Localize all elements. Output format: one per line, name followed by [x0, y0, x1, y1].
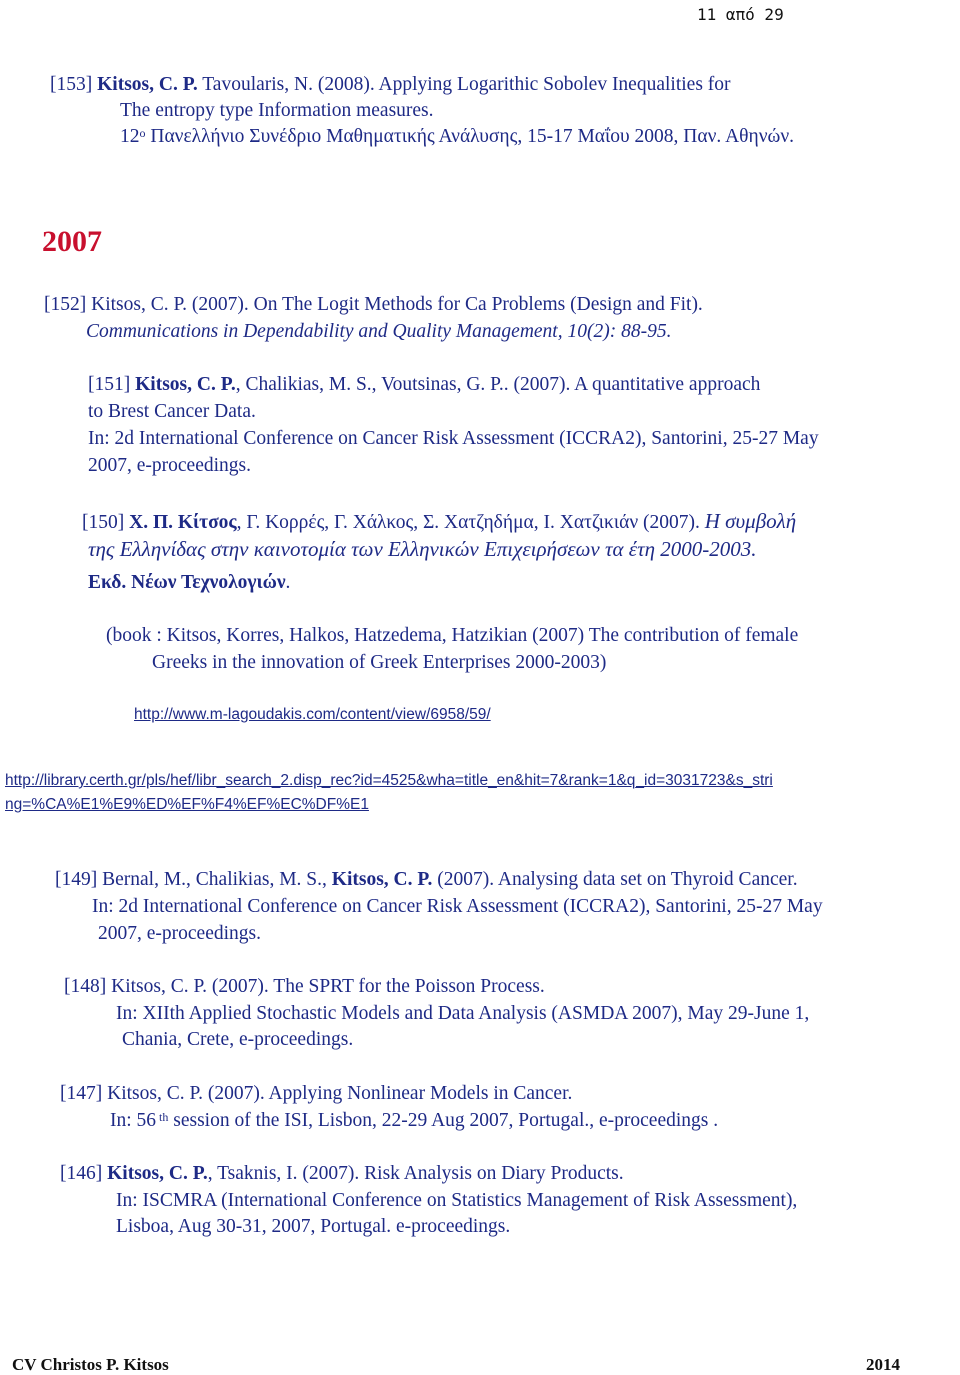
footer-name: CV Christos P. Kitsos [12, 1355, 169, 1374]
ref-151-line3: In: 2d International Conference on Cancer Risk Assessment (ICCRA2), Santorini, 25-27 May [88, 428, 819, 449]
ref-146-line3: Lisboa, Aug 30-31, 2007, Portugal. e-proceedings. [116, 1216, 511, 1237]
ref-148-line3: Chania, Crete, e-proceedings. [122, 1029, 354, 1050]
link-certh-line1[interactable]: http://library.certh.gr/pls/hef/libr_search_2.disp_rec?id=4525&wha=title_en&hit=7&rank=1&q_id=3031723&s_stri [5, 772, 773, 789]
ref-146-line2: In: ISCMRA (International Conference on Statistics Management of Risk Assessment), [116, 1190, 798, 1211]
ref-151-line4: 2007, e-proceedings. [88, 455, 251, 476]
ref-150-publisher: Εκδ. Νέων Τεχνολογιών. [88, 572, 291, 593]
ref-149-line1: [149] Bernal, M., Chalikias, M. S., Kitsos, C. P. (2007). Analysing data set on Thyroid Cancer. [55, 869, 798, 890]
ref-147-line1: [147] Kitsos, C. P. (2007). Applying Nonlinear Models in Cancer. [60, 1083, 573, 1104]
ref-152-line1: [152] Kitsos, C. P. (2007). On The Logit Methods for Ca Problems (Design and Fit). [44, 294, 703, 315]
ref-153-line1: [153] Kitsos, C. P. Tavoularis, N. (2008). Applying Logarithic Sobolev Inequalities for [50, 74, 731, 95]
ref-150-line1: [150] Χ. Π. Κίτσος, Γ. Κορρές, Γ. Χάλκος, Σ. Χατζηδήμα, Ι. Χατζικιάν (2007). Η συμβολή [82, 509, 797, 533]
ref-147-line2: In: 56 $^{th}$ session of the ISI, Lisbon, 22-29 Aug 2007, Portugal., e-proceedings . [110, 1110, 719, 1131]
ref-153-line3: $12^o$ Πανελλήνιο Συνέδριο Μαθηματικής Ανάλυσης, 15-17 Μαΐου 2008, Παν. Αθηνών. [120, 126, 795, 147]
ref-150-book-line2: Greeks in the innovation of Greek Enterprises 2000-2003) [152, 652, 607, 673]
year-heading: 2007 [42, 225, 102, 258]
ref-152-journal: Communications in Dependability and Quality Management, 10(2): 88-95. [86, 321, 672, 342]
ref-148-line1: [148] Kitsos, C. P. (2007). The SPRT for the Poisson Process. [64, 976, 545, 997]
ref-150-book-line1: (book : Kitsos, Korres, Halkos, Hatzedema, Hatzikian (2007) The contribution of female [106, 625, 799, 646]
link-certh-line2[interactable]: ng=%CA%E1%E9%ED%EF%F4%EF%EC%DF%E1 [5, 796, 369, 813]
ref-146-line1: [146] Kitsos, C. P., Tsaknis, I. (2007). Risk Analysis on Diary Products. [60, 1163, 624, 1184]
ref-150-title: της Ελληνίδας στην καινοτομία των Ελληνικών Επιχειρήσεων τα έτη 2000-2003. [88, 537, 757, 561]
ref-151-line2: to Brest Cancer Data. [88, 401, 256, 422]
ref-149-line2: In: 2d International Conference on Cancer Risk Assessment (ICCRA2), Santorini, 25-27 May [92, 896, 823, 917]
page-number: 11 από 29 [697, 5, 784, 24]
ref-151-line1: [151] Kitsos, C. P., Chalikias, M. S., Voutsinas, G. P.. (2007). A quantitative approach [88, 374, 761, 395]
ref-148-line2: In: XIIth Applied Stochastic Models and Data Analysis (ASMDA 2007), May 29-June 1, [116, 1003, 810, 1024]
footer-year: 2014 [866, 1355, 900, 1374]
link-lagoudakis[interactable]: http://www.m-lagoudakis.com/content/view/6958/59/ [134, 706, 491, 723]
ref-153-line2: The entropy type Information measures. [120, 100, 434, 121]
ref-149-line3: 2007, e-proceedings. [98, 923, 261, 944]
